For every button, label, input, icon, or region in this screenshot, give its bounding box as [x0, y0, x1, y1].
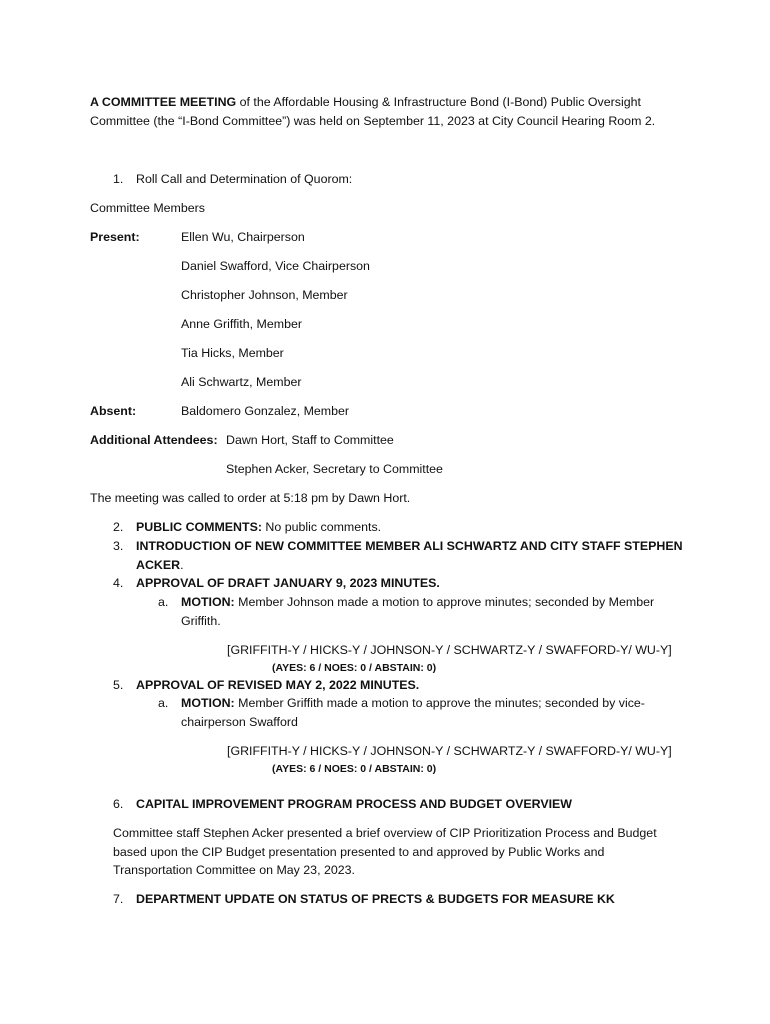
called-to-order: The meeting was called to order at 5:18 pm by Dawn Hort. — [90, 491, 411, 505]
item-6-paragraph-line: Transportation Committee on May 23, 2023. — [113, 863, 355, 877]
item-6-paragraph-line: based upon the CIP Budget presentation presented to and approved by Public Works and — [113, 845, 605, 859]
present-member: Ali Schwartz, Member — [181, 375, 302, 389]
item-4-tally: (AYES: 6 / NOES: 0 / ABSTAIN: 0) — [272, 662, 437, 674]
item-5-motion-text: Member Griffith made a motion to approve the minutes; seconded by vice- — [234, 696, 645, 710]
present-member: Daniel Swafford, Vice Chairperson — [181, 259, 370, 273]
present-label: Present: — [90, 230, 140, 244]
item-3-line-2-bold: ACKER — [136, 558, 181, 572]
item-4-motion-text: Member Johnson made a motion to approve minutes; seconded by Member — [234, 595, 655, 609]
intro-line-1-text: of the Affordable Housing & Infrastructure Bond (I-Bond) Public Oversight — [236, 95, 641, 109]
item-3-number: 3. — [113, 539, 124, 553]
additional-attendee: Stephen Acker, Secretary to Committee — [226, 462, 443, 476]
item-3-line-1: INTRODUCTION OF NEW COMMITTEE MEMBER ALI SCHWARTZ AND CITY STAFF STEPHEN — [136, 539, 683, 553]
absent-label: Absent: — [90, 404, 137, 418]
additional-attendee: Dawn Hort, Staff to Committee — [226, 433, 394, 447]
item-2-text — [136, 519, 381, 535]
present-member: Ellen Wu, Chairperson — [181, 230, 305, 244]
item-4-vote: [GRIFFITH-Y / HICKS-Y / JOHNSON-Y / SCHWARTZ-Y / SWAFFORD-Y/ WU-Y] — [227, 643, 672, 657]
item-5-motion-line-2: chairperson Swafford — [181, 715, 298, 729]
item-1-text: Roll Call and Determination of Quorom: — [136, 172, 353, 186]
item-7-number: 7. — [113, 892, 124, 906]
item-2-bold: PUBLIC COMMENTS: — [136, 520, 262, 534]
item-4-motion-line-2: Griffith. — [181, 614, 221, 628]
present-member: Christopher Johnson, Member — [181, 288, 348, 302]
absent-member: Baldomero Gonzalez, Member — [181, 404, 350, 418]
item-6-number: 6. — [113, 797, 124, 811]
item-4-motion-line-1 — [181, 594, 654, 610]
item-5-motion-line-1 — [181, 695, 645, 711]
intro-line-2: Committee (the “I-Bond Committee”) was held on September 11, 2023 at City Council Hearing Room 2. — [90, 114, 656, 128]
item-4-motion-label: MOTION: — [181, 595, 235, 609]
item-6-title: CAPITAL IMPROVEMENT PROGRAM PROCESS AND BUDGET OVERVIEW — [136, 797, 573, 811]
item-5-sub-letter: a. — [158, 696, 169, 710]
item-6-paragraph-line: Committee staff Stephen Acker presented a brief overview of CIP Prioritization Process and Budget — [113, 826, 657, 840]
intro-lead: A COMMITTEE MEETING — [90, 95, 237, 109]
item-2-rest: No public comments. — [261, 520, 382, 534]
item-5-title: APPROVAL OF REVISED MAY 2, 2022 MINUTES. — [136, 678, 420, 692]
item-4-number: 4. — [113, 576, 124, 590]
item-7-title: DEPARTMENT UPDATE ON STATUS OF PRECTS & BUDGETS FOR MEASURE KK — [136, 892, 615, 906]
item-5-vote: [GRIFFITH-Y / HICKS-Y / JOHNSON-Y / SCHWARTZ-Y / SWAFFORD-Y/ WU-Y] — [227, 744, 672, 758]
item-4-title: APPROVAL OF DRAFT JANUARY 9, 2023 MINUTES. — [136, 576, 440, 590]
item-4-sub-letter: a. — [158, 595, 169, 609]
item-5-number: 5. — [113, 678, 124, 692]
committee-members-label: Committee Members — [90, 201, 205, 215]
present-member: Tia Hicks, Member — [181, 346, 284, 360]
item-1-number: 1. — [113, 172, 124, 186]
item-3-line-2-rest: . — [180, 558, 184, 572]
item-2-number: 2. — [113, 520, 124, 534]
present-member: Anne Griffith, Member — [181, 317, 302, 331]
item-3-line-2 — [136, 557, 184, 573]
item-5-tally: (AYES: 6 / NOES: 0 / ABSTAIN: 0) — [272, 763, 437, 775]
intro-line-1 — [90, 94, 641, 110]
additional-attendees-label: Additional Attendees: — [90, 433, 218, 447]
item-5-motion-label: MOTION: — [181, 696, 235, 710]
